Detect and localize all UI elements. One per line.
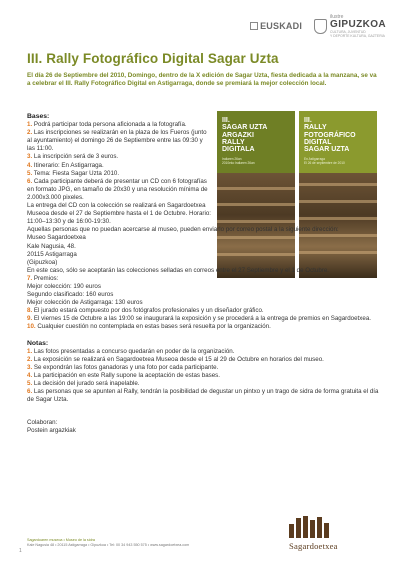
bases-heading: Bases: (27, 113, 50, 120)
note-item: 2. La exposición se realizará en Sagardoetxea Museoa desde el 15 al 29 de Octubre en horarios del museo. (27, 355, 324, 363)
bases-item: 3. La inscripción será de 3 euros. (27, 153, 119, 161)
prize-item: Mejor colección de Astigarraga: 130 euros (27, 299, 143, 307)
euskadi-logo: EUSKADI (250, 21, 302, 31)
gipuzkoa-logo (314, 14, 386, 38)
bases-item: 1. Podrá participar toda persona aficionada a la fotografía. (27, 121, 187, 129)
bases-item: 5. Tema: Fiesta Sagar Uzta 2010. (27, 169, 120, 177)
collaborators-label: Colaboran: (27, 419, 58, 427)
address-line: Museo Sagardoetxea (27, 234, 86, 242)
delivery-paragraph: La entrega del CD con la colección se realizará en Sagardoetxea Museoa desde el 27 de Septiembre hasta el 1 de Octubre. Horario: 11:00–13:30 y de 16:00-19:30. (27, 202, 212, 226)
bases-item: 4. Itinerario: En Astigarraga. (27, 161, 104, 169)
page-footer (27, 538, 277, 548)
poster-basque-subtitle: Irailaren 26an 2010eko Irailaren 26an (222, 157, 255, 165)
euskadi-mark-icon (250, 22, 258, 30)
notes-heading: Notas: (27, 339, 49, 347)
bases-item: 9. El viernes 15 de Octubre a las 19:00 se inaugurará la exposición y se procederá a la entrega de premios en Sagardoetxea. (27, 315, 371, 323)
bases-list (27, 121, 211, 202)
footer-line-2: Kale Nagusia 48 • 20115 Astigarraga • Gipuzkoa • Tel: 00 34 943 550 575 • www.sagardoetxea.com (27, 543, 190, 547)
barrels-icon (289, 516, 329, 538)
bases-list-continued (27, 307, 379, 331)
prize-item: Mejor colección: 190 euros (27, 282, 101, 290)
address-line: 20115 Astigarraga (27, 250, 77, 258)
gipuzkoa-logo-sub2: Y DEPORTE KULTURA, GAZTERIA (330, 34, 385, 38)
collaborator-name: Postein argazkiak (27, 427, 76, 435)
poster-basque-title: III. SAGAR UZTA ARGAZKI RALLY DIGITALA (222, 117, 268, 154)
brand-name: Sagardoetxea (289, 541, 338, 551)
note-item: 1. Las fotos presentadas a concurso quedarán en poder de la organización. (27, 347, 235, 355)
prizes-heading: 7. Premios: (27, 274, 59, 282)
postal-deadline: En este caso, sólo se aceptarán las colecciones selladas en correos entre el 27 Septiembre y el 1 de Octubre. (27, 266, 329, 274)
gipuzkoa-logo-sub1: CULTURA, JUVENTUD (330, 30, 366, 34)
page-number: 1 (19, 548, 22, 554)
bases-item: 2. Las inscripciones se realizarán en la plaza de los Fueros (junto al ayuntamiento) el domingo 26 de Septiembre entre las 09:30 y las 11:00. (27, 129, 207, 153)
bases-item: 8. El jurado estará compuesto por dos fotógrafos profesionales y un diseñador gráfico. (27, 307, 264, 315)
gipuzkoa-shield-icon (314, 19, 327, 34)
address-line: Kale Nagusia, 48. (27, 242, 76, 250)
postal-address (27, 234, 379, 266)
intro-paragraph: El día 26 de Septiembre del 2010, Domingo, dentro de la X edición de Sagar Uzta, fiesta dedicada a la manzana, se va a celebrar el III. Rally Fotográfico Digital en Astigarraga, donde se premiará la mejor colección local. (27, 72, 377, 88)
note-item: 4. La participación en este Rally supone la aceptación de estas bases. (27, 371, 220, 379)
note-item: 3. Se expondrán las fotos ganadoras y una foto por cada participante. (27, 363, 219, 371)
sagardoetxea-logo (289, 516, 379, 556)
gipuzkoa-logo-name: GIPUZKOA (330, 19, 386, 30)
notes-list (27, 348, 379, 405)
header-logos (250, 14, 386, 38)
footer-line-1: Sagardoaren museoa • Museo de la sidra (27, 538, 95, 542)
gipuzkoa-logo-top: ilustre (330, 14, 344, 20)
address-line: (Gipuzkoa) (27, 258, 58, 266)
bases-item: 6. Cada participante deberá de presentar un CD con 6 fotografías en formato JPG, en tamaño de 20x30 y una resolución mínima de 2.000x3.000 pixeles. (27, 177, 208, 201)
rules-body (27, 113, 379, 435)
note-item: 6. Las personas que se apunten al Rally, tendrán la posibilidad de degustar un pintxo y un trago de sidra de forma gratuita el día de Sagar Uzta. (27, 388, 379, 404)
poster-spanish-subtitle: En Astigarraga El 26 de septiembre de 2010 (304, 157, 345, 165)
note-item: 5. La decisión del jurado será inapelable. (27, 380, 140, 387)
prize-item: Segundo clasificado: 160 euros (27, 291, 114, 299)
page-title: III. Rally Fotográfico Digital Sagar Uzta (27, 51, 279, 66)
prizes-list (27, 283, 379, 307)
poster-spanish-title: III. RALLY FOTOGRÁFICO DIGITAL SAGAR UZTA (304, 117, 356, 154)
bases-item: 10. Cualquier cuestión no contemplada en estas bases será resuelta por la organización. (27, 323, 271, 331)
postal-paragraph: Aquellas personas que no puedan acercarse al museo, pueden enviarlo por correo postal a la siguiente dirección: (27, 226, 339, 234)
